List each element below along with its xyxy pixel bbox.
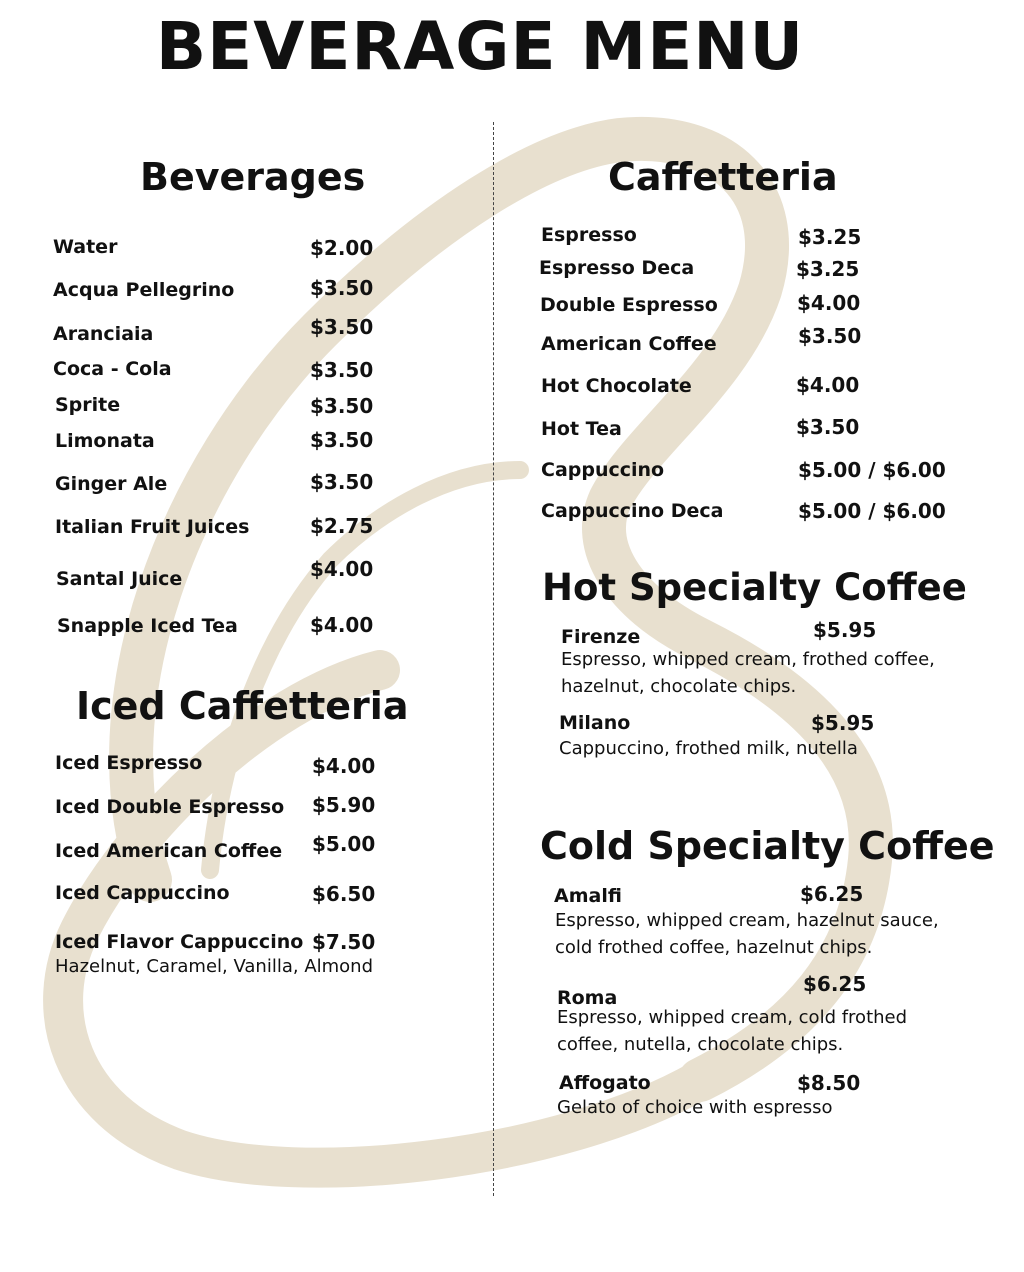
menu-item-price: $5.00 / $6.00 [798, 458, 946, 482]
menu-item-name: Limonata [55, 430, 155, 452]
beverages-heading: Beverages [140, 155, 366, 199]
iced-caffetteria-heading: Iced Caffetteria [76, 684, 409, 728]
menu-item-name: Iced Cappuccino [55, 882, 230, 904]
menu-item-price: $5.90 [312, 793, 376, 817]
menu-item-description: Espresso, whipped cream, cold frothed [557, 1007, 908, 1028]
menu-item-name: Iced Espresso [55, 752, 203, 774]
menu-item-name: Iced American Coffee [55, 840, 283, 862]
menu-item-name: Amalfi [554, 885, 622, 907]
menu-item-description: Espresso, whipped cream, hazelnut sauce, [555, 910, 939, 931]
caffetteria-heading: Caffetteria [608, 155, 838, 199]
menu-item-price: $7.50 [312, 930, 376, 954]
menu-item-description: Cappuccino, frothed milk, nutella [559, 738, 858, 759]
menu-item-name: Espresso Deca [539, 257, 695, 279]
menu-item-name: Roma [557, 987, 618, 1009]
menu-item-price: $2.00 [310, 236, 374, 260]
menu-item-name: Snapple Iced Tea [57, 615, 238, 637]
menu-item-name: Hot Chocolate [541, 375, 692, 397]
menu-item-price: $6.50 [312, 882, 376, 906]
menu-item-price: $3.50 [796, 415, 860, 439]
menu-item-price: $8.50 [797, 1071, 861, 1095]
menu-item-price: $3.50 [310, 315, 374, 339]
menu-item-price: $5.00 [312, 832, 376, 856]
cold-specialty-heading: Cold Specialty Coffee [540, 824, 995, 868]
menu-item-price: $3.50 [310, 358, 374, 382]
menu-item-price: $4.00 [310, 557, 374, 581]
menu-item-name: Affogato [559, 1072, 651, 1094]
menu-item-description: Espresso, whipped cream, frothed coffee, [561, 649, 935, 670]
menu-item-price: $5.95 [813, 618, 877, 642]
menu-item-price: $5.00 / $6.00 [798, 499, 946, 523]
menu-item-price: $5.95 [811, 711, 875, 735]
menu-item-name: Coca - Cola [53, 358, 172, 380]
menu-item-price: $3.25 [796, 257, 860, 281]
menu-item-description: Hazelnut, Caramel, Vanilla, Almond [55, 956, 374, 977]
menu-item-price: $3.50 [310, 428, 374, 452]
menu-item-price: $6.25 [803, 972, 867, 996]
menu-item-description: cold frothed coffee, hazelnut chips. [555, 937, 873, 958]
menu-item-name: Cappuccino Deca [541, 500, 724, 522]
menu-item-price: $3.25 [798, 225, 862, 249]
menu-item-price: $4.00 [310, 613, 374, 637]
menu-item-name: Ginger Ale [55, 473, 168, 495]
menu-item-name: Iced Double Espresso [55, 796, 285, 818]
menu-item-price: $4.00 [312, 754, 376, 778]
menu-item-name: Cappuccino [541, 459, 665, 481]
menu-item-name: Hot Tea [541, 418, 622, 440]
menu-item-name: Sprite [55, 394, 121, 416]
menu-item-description: Gelato of choice with espresso [557, 1097, 833, 1118]
menu-item-name: Iced Flavor Cappuccino [55, 931, 304, 953]
menu-title: BEVERAGE MENU [155, 8, 805, 85]
column-divider [493, 122, 494, 1196]
menu-item-price: $3.50 [310, 394, 374, 418]
menu-item-name: Water [53, 236, 118, 258]
menu-item-name: Milano [559, 712, 631, 734]
menu-item-price: $3.50 [310, 276, 374, 300]
menu-item-price: $3.50 [798, 324, 862, 348]
menu-item-name: Aranciaia [53, 323, 154, 345]
menu-item-name: Santal Juice [56, 568, 183, 590]
menu-item-name: American Coffee [541, 333, 717, 355]
menu-item-name: Espresso [541, 224, 637, 246]
hot-specialty-heading: Hot Specialty Coffee [542, 566, 967, 609]
menu-item-name: Double Espresso [540, 294, 718, 316]
menu-item-description: coffee, nutella, chocolate chips. [557, 1034, 844, 1055]
menu-item-name: Acqua Pellegrino [53, 279, 235, 301]
menu-item-description: hazelnut, chocolate chips. [561, 676, 797, 697]
menu-item-price: $4.00 [797, 291, 861, 315]
menu-item-price: $4.00 [796, 373, 860, 397]
menu-item-price: $6.25 [800, 882, 864, 906]
menu-item-name: Italian Fruit Juices [55, 516, 250, 538]
menu-item-name: Firenze [561, 626, 641, 648]
menu-item-price: $2.75 [310, 514, 374, 538]
menu-item-price: $3.50 [310, 470, 374, 494]
